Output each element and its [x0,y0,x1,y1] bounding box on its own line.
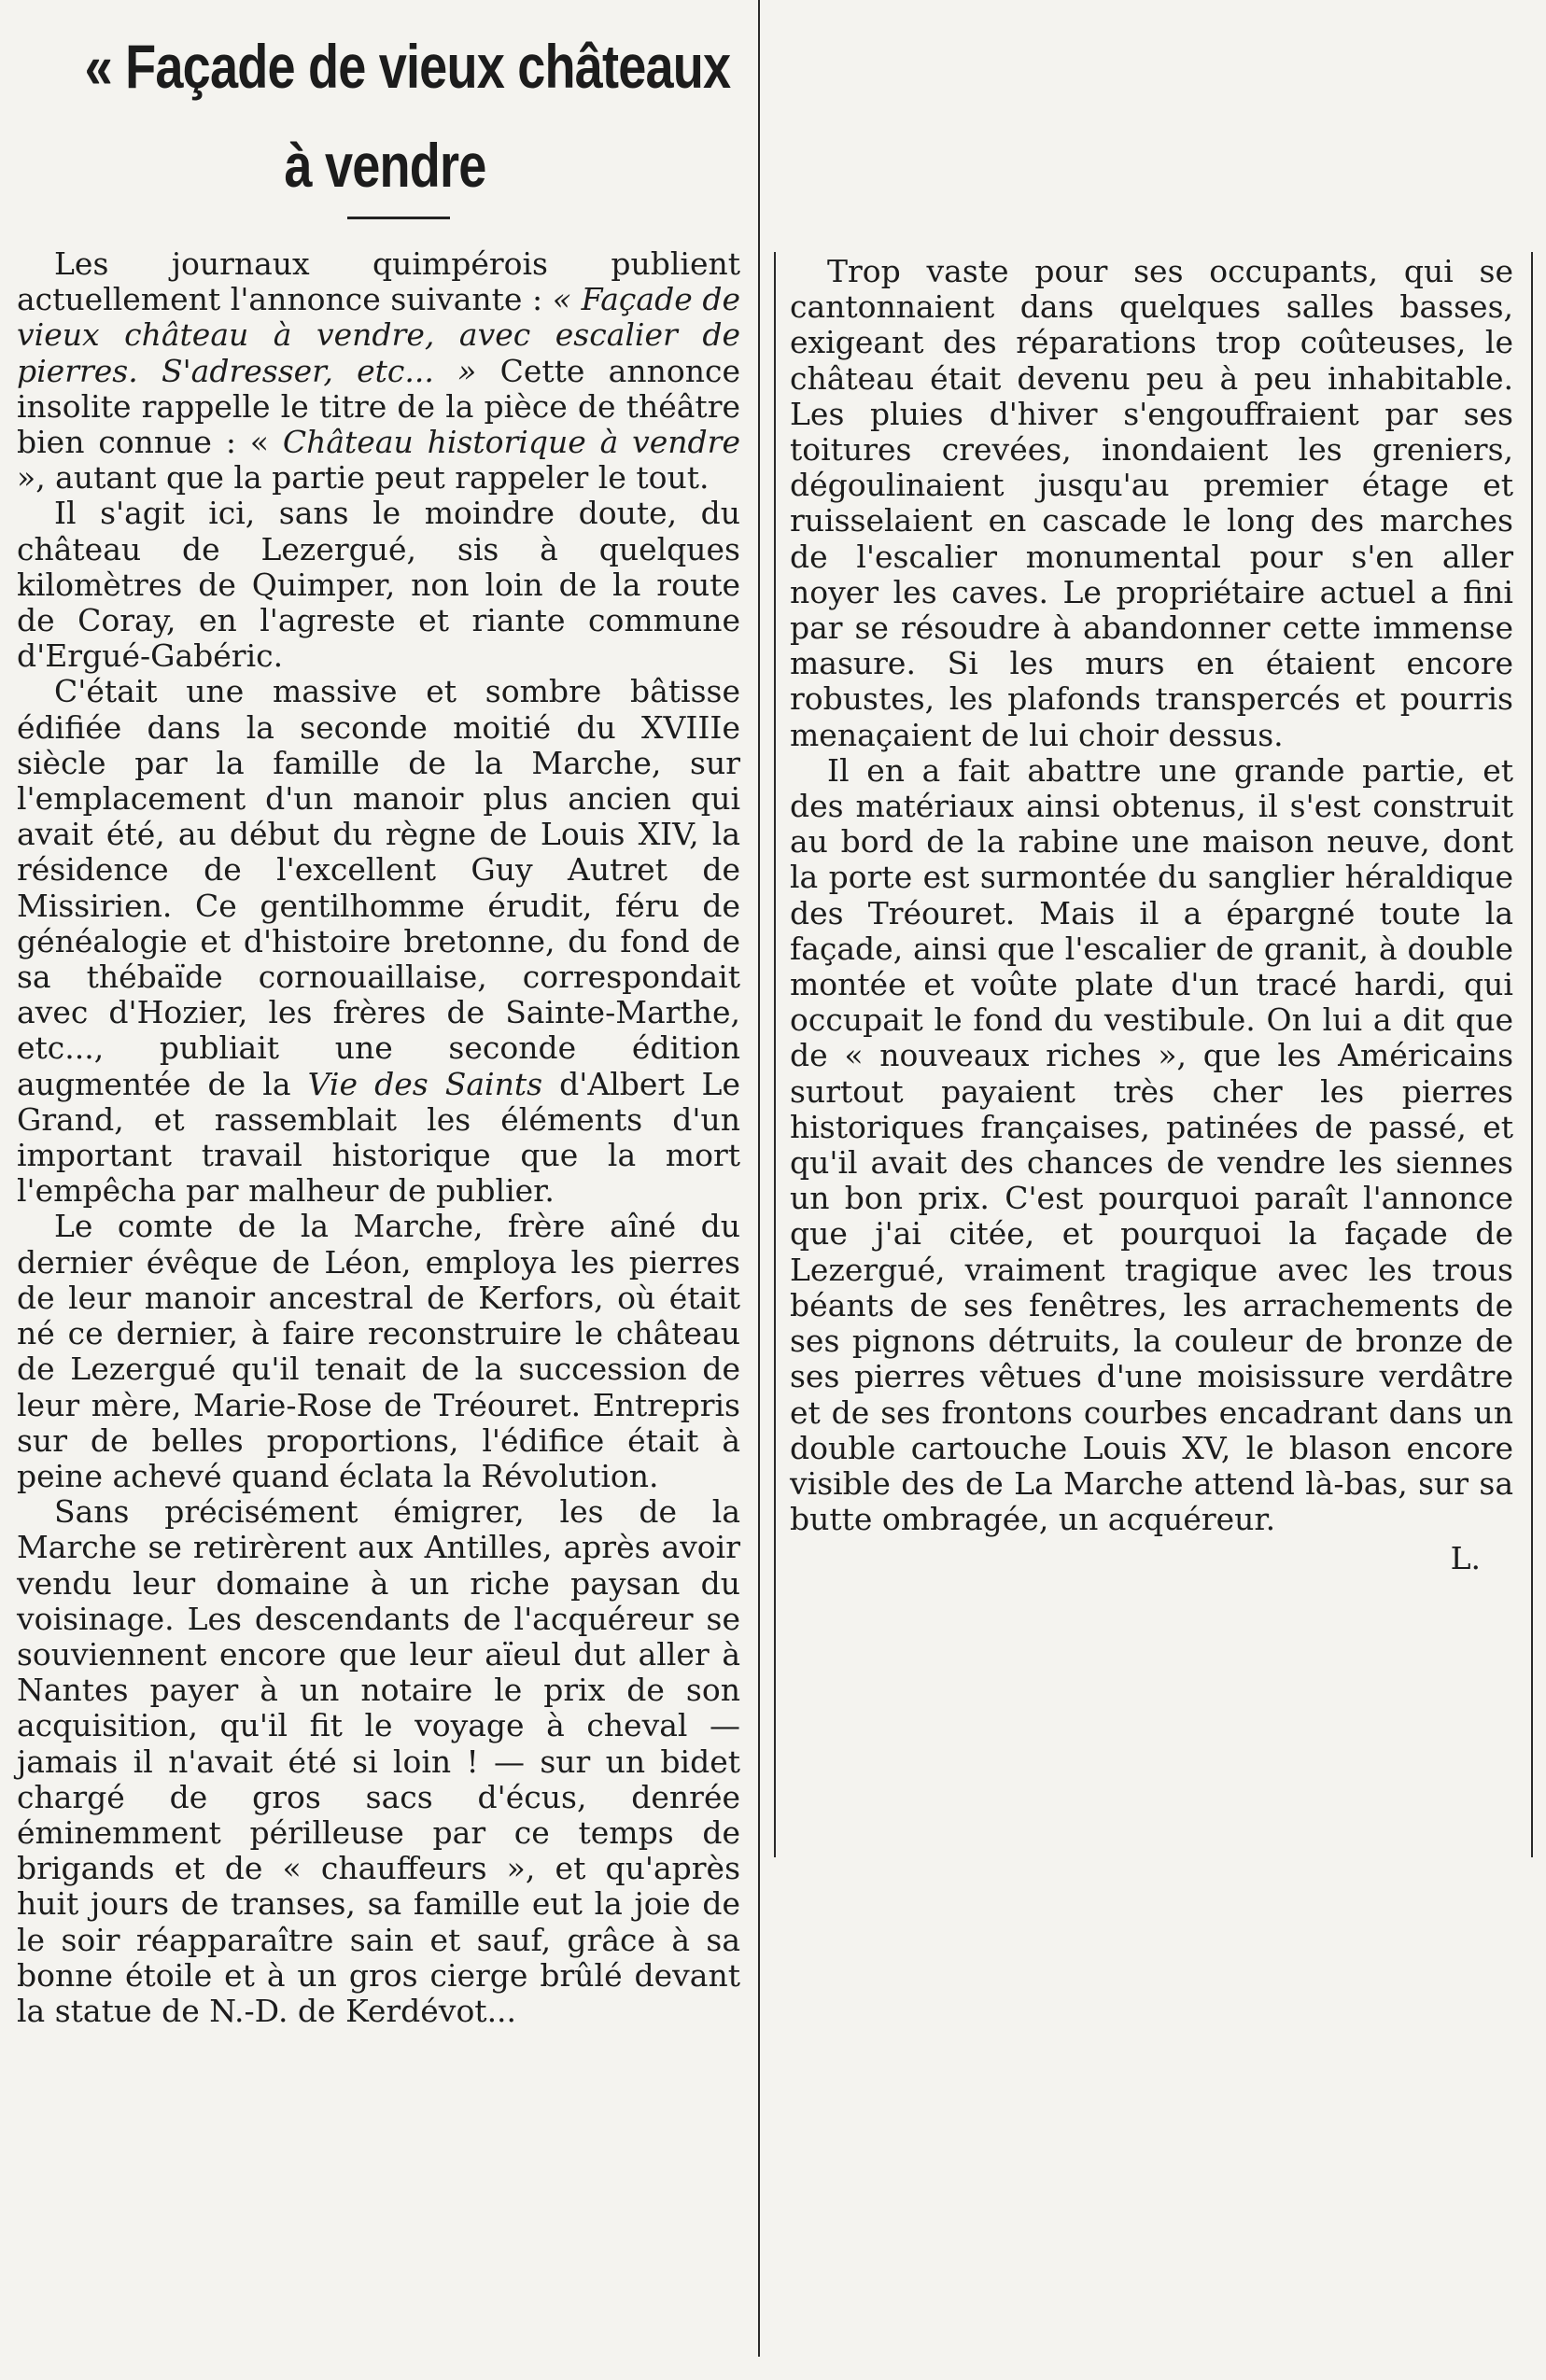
paragraph: C'était une massive et sombre bâtisse édifiée dans la seconde moitié du XVIIIe siècle par la famille de la Marche, sur l'emplacement d'un manoir plus ancien qui avait été, au début du règne de Louis XIV, la résidence de l'excellent Guy Autret de Missirien. Ce gentilhomme érudit, féru de généalogie et d'histoire bretonne, du fond de sa thébaïde cornouaillaise, correspondait avec d'Hozier, les frères de Sainte-Marthe, etc..., publiait une seconde édition augmentée de la Vie des Saints d'Albert Le Grand, et rassemblait les éléments d'un important travail historique que la mort l'empêcha par malheur de publier. [17,673,740,1210]
headline-line-2: à vendre [284,131,486,200]
paragraph: Sans précisément émigrer, les de la Marche se retirèrent aux Antilles, après avoir vendu leur domaine à un riche paysan du voisinage. Les descendants de l'acquéreur se souviennent encore que leur aïeul dut aller à Nantes payer à un notaire le prix de son acquisition, qu'il fit le voyage à cheval — jamais il n'avait été si loin ! — sur un bidet chargé de gros sacs d'écus, denrée éminemment périlleuse par ce temps de brigands et de « chauffeurs », et qu'après huit jours de transes, sa famille eut la joie de le soir réapparaître sain et sauf, grâce à sa bonne étoile et à un gros cierge brûlé devant la statue de N.-D. de Kerdévot... [17,1493,740,2029]
column-rule-left [758,0,760,2357]
paragraph: Trop vaste pour ses occupants, qui se cantonnaient dans quelques salles basses, exigeant des réparations trop coûteuses, le château était devenu peu à peu inhabitable. Les pluies d'hiver s'engouffraient par ses toitures crevées, inondaient les greniers, dégoulinaient jusqu'au premier étage et ruisselaient en cascade le long des marches de l'escalier monumental pour s'en aller noyer les caves. Le propriétaire actuel a fini par se résoudre à abandonner cette immense masure. Si les murs en étaient encore robustes, les plafonds transpercés et pourris menaçaient de lui choir dessus. [790,253,1513,753]
headline-separator [347,217,450,219]
column-rule-right [1531,252,1533,1857]
author-signature: L. [1450,1540,1481,1577]
column-rule-middle [774,252,776,1857]
right-column [790,254,1513,1577]
left-column [17,246,740,2029]
paragraph: Le comte de la Marche, frère aîné du dernier évêque de Léon, employa les pierres de leur manoir ancestral de Kerfors, où était né ce dernier, à faire reconstruire le château de Lezergué qu'il tenait de la succession de leur mère, Marie-Rose de Tréouret. Entrepris sur de belles proportions, l'édifice était à peine achevé quand éclata la Révolution. [17,1208,740,1494]
paragraph: Il en a fait abattre une grande partie, et des matériaux ainsi obtenus, il s'est construit au bord de la rabine une maison neuve, dont la porte est surmontée du sanglier héraldique des Tréouret. Mais il a épargné toute la façade, ainsi que l'escalier de granit, à double montée et voûte plate d'un tracé hardi, qui occupait le fond du vestibule. On lui a dit que de « nouveaux riches », que les Américains surtout payaient très cher les pierres historiques françaises, patinées de passé, et qu'il avait des chances de vendre les siennes un bon prix. C'est pourquoi paraît l'annonce que j'ai citée, et pourquoi la façade de Lezergué, vraiment tragique avec les trous béants de ses fenêtres, les arrachements de ses pignons détruits, la couleur de bronze de ses pierres vêtues d'une moisissure verdâtre et de ses frontons courbes encadrant dans un double cartouche Louis XV, le blason encore visible des de La Marche attend là-bas, sur sa butte ombragée, un acquéreur. [790,751,1513,1538]
paragraph: Il s'agit ici, sans le moindre doute, du château de Lezergué, sis à quelques kilomètres de Quimper, non loin de la route de Coray, en l'agreste et riante commune d'Ergué-Gabéric. [17,495,740,675]
article-headline [84,17,731,215]
paragraph: Les journaux quimpérois publient actuellement l'annonce suivante : « Façade de vieux château à vendre, avec escalier de pierres. S'adresser, etc... » Cette annonce insolite rappelle le titre de la pièce de théâtre bien connue : « Château historique à vendre », autant que la partie peut rappeler le tout. [17,245,741,497]
headline-line-1: « Façade de vieux châteaux [84,32,731,101]
